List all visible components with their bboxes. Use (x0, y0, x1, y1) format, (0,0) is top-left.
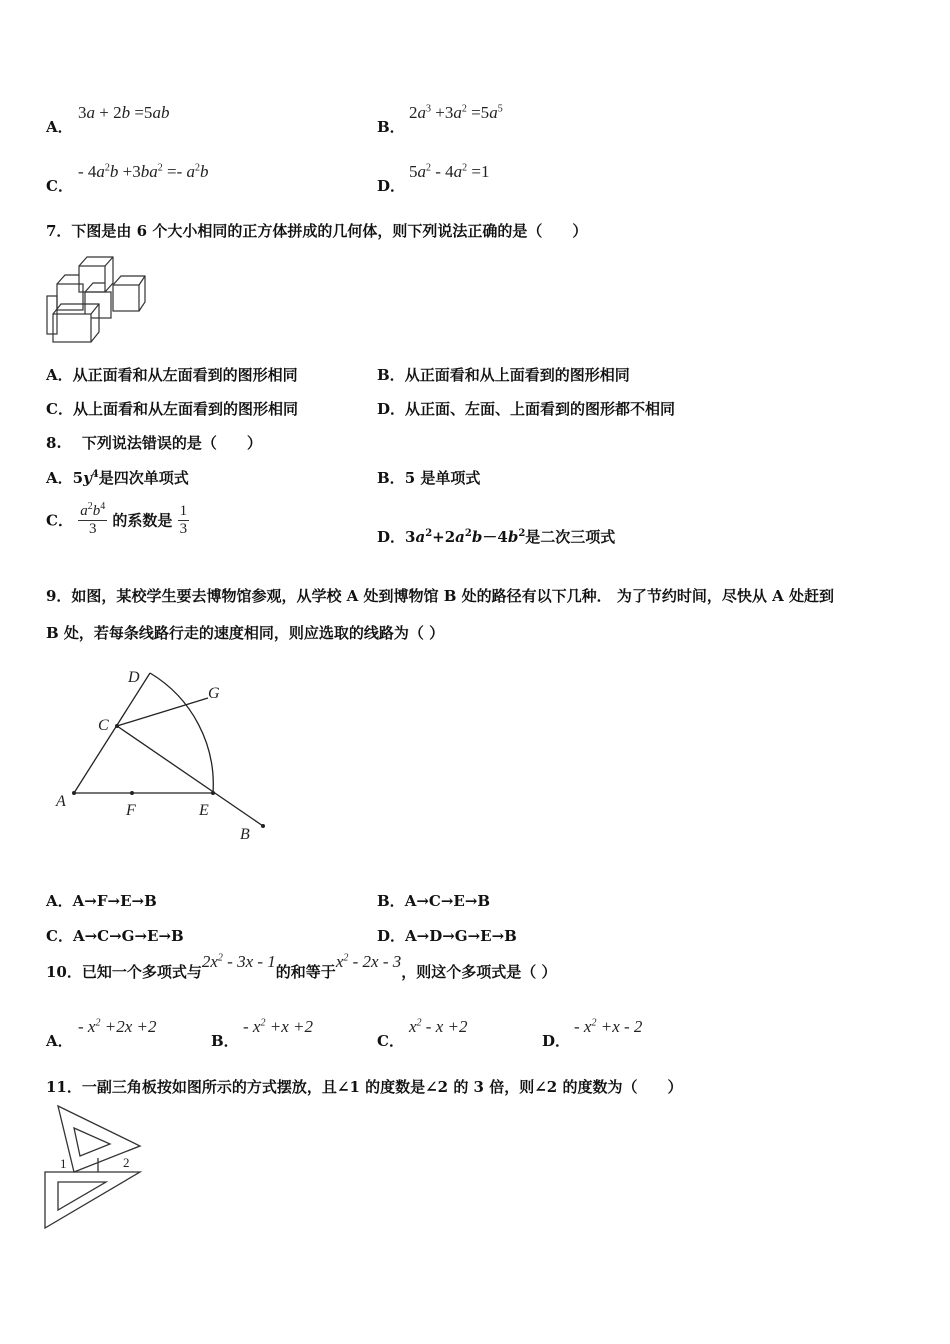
q10-option-a-expr: - $x^2 +2x +2$ (78, 1017, 157, 1036)
q8-option-b: B．5 是单项式 (377, 469, 481, 487)
q10-expr1: $2x^2 - 3x - 1$ (201, 952, 276, 971)
q7-option-c: C．从上面看和从左面看到的图形相同 (46, 400, 298, 418)
q10-option-d-letter: D． (542, 1032, 571, 1050)
q6-option-c-expr: - $4a^2b +3ba^2 =- a^2b$ (78, 162, 209, 181)
q10-stem: 10．已知一个多项式与$2x^2 - 3x - 1$的和等于$x^2 - 2x - 3$，则这个多项式是（ ） (46, 952, 557, 981)
label-e: E (199, 802, 209, 819)
q10-option-c-letter: C． (377, 1032, 404, 1050)
q6-option-a-expr: 3a + 2b =5ab (78, 103, 170, 122)
label-f: F (126, 802, 136, 819)
q9-option-b: B．A→C→E→B (377, 892, 491, 910)
q7-option-b: B．从正面看和从上面看到的图形相同 (377, 366, 630, 384)
label-b: B (240, 826, 250, 843)
q6-option-c-letter: C． (46, 177, 73, 195)
q9-stem-line2: B 处，若每条线路行走的速度相同，则应选取的线路为（ ） (46, 624, 445, 642)
label-d: D (128, 669, 140, 686)
q10-expr2: $x^2 - 2x - 3$ (335, 952, 402, 971)
arc-d-g-e (150, 673, 213, 793)
q11-set-square-figure (40, 1100, 150, 1230)
q8-stem: 8. 下列说法错误的是（ ） (46, 434, 262, 452)
q9-option-c: C．A→C→G→E→B (46, 927, 184, 945)
segment-c-g (117, 698, 208, 726)
q11-stem: 11．一副三角板按如图所示的方式摆放，且∠1 的度数是∠2 的 3 倍，则∠2 的度数为（ ） (46, 1078, 683, 1096)
label-g: G (208, 685, 220, 702)
q6-option-b-letter: B． (377, 118, 405, 136)
q10-option-c-expr: $x^2 - x +2$ (409, 1017, 468, 1036)
q8-option-d: D．$3a^2+2a^2b-4b^2$是二次三项式 (377, 528, 616, 546)
q7-stem: 7．下图是由 6 个大小相同的正方体拼成的几何体，则下列说法正确的是（ ） (46, 222, 588, 240)
q6-option-a-letter: A． (46, 118, 73, 136)
segment-c-b (117, 726, 263, 826)
q9-stem-line1: 9．如图，某校学生要去博物馆参观，从学校 A 处到博物馆 B 处的路径有以下几种． 为了节约时间，尽快从 A 处赶到 (46, 587, 834, 605)
q7-option-d: D．从正面、左面、上面看到的图形都不相同 (377, 400, 676, 418)
q6-option-d-expr: $5a^2 - 4a^2 =1$ (409, 162, 490, 181)
angle-1-label: 1 (60, 1156, 67, 1171)
q8-option-c: C． $\frac{a^2b^4}{3}$ 的系数是 $\frac{1}{3}$ (46, 501, 188, 537)
q6-option-d-letter: D． (377, 177, 406, 195)
q6-option-b-expr: $2a^3 +3a^2 =5a^5$ (409, 103, 503, 122)
q7-option-a: A．从正面看和从左面看到的图形相同 (46, 366, 298, 384)
angle-2-label: 2 (123, 1155, 130, 1170)
lower-triangle (45, 1172, 140, 1228)
q10-option-b-letter: B． (211, 1032, 239, 1050)
segment-a-d (74, 673, 150, 793)
q10-option-b-expr: - $x^2 +x +2$ (243, 1017, 313, 1036)
label-c: C (98, 717, 109, 734)
q8-c-fraction: $\frac{a^2b^4}{3}$ (80, 501, 106, 537)
q8-c-coefficient: $\frac{1}{3}$ (179, 503, 188, 537)
q10-option-d-expr: - $x^2 +x - 2$ (574, 1017, 643, 1036)
q9-option-d: D．A→D→G→E→B (377, 927, 517, 945)
q10-option-a-letter: A． (46, 1032, 73, 1050)
q8-option-a: A．$5y^4$是四次单项式 (46, 469, 189, 487)
label-a: A (56, 793, 66, 810)
q9-option-a: A．A→F→E→B (46, 892, 157, 910)
q9-route-figure (40, 660, 280, 850)
q7-cube-figure (45, 252, 150, 347)
